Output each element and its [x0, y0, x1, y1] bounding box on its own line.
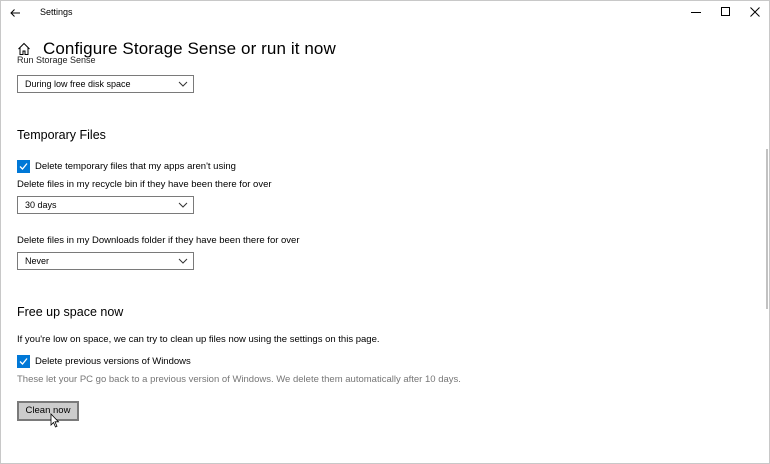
delete-previous-windows-checkbox[interactable]: [17, 355, 30, 368]
delete-temp-files-checkbox[interactable]: [17, 160, 30, 173]
chevron-down-icon: [178, 79, 188, 89]
delete-previous-windows-label: Delete previous versions of Windows: [35, 355, 191, 367]
minimize-button[interactable]: [681, 1, 711, 23]
close-icon: [750, 7, 760, 17]
mouse-cursor-icon: [50, 413, 60, 428]
delete-previous-windows-note: These let your PC go back to a previous version of Windows. We delete them automatically after 10 days.: [17, 374, 461, 385]
recycle-bin-dropdown[interactable]: [17, 196, 194, 214]
page-title: Configure Storage Sense or run it now: [43, 39, 336, 58]
maximize-button[interactable]: [711, 1, 741, 23]
checkmark-icon: [19, 357, 28, 366]
run-storage-sense-dropdown[interactable]: [17, 75, 194, 93]
run-storage-sense-label: Run Storage Sense: [17, 55, 96, 65]
run-storage-sense-value: During low free disk space: [25, 79, 131, 89]
title-bar: [1, 1, 769, 25]
app-title: Settings: [40, 7, 73, 17]
maximize-icon: [721, 7, 731, 17]
free-up-space-heading: Free up space now: [17, 305, 124, 319]
home-button[interactable]: [17, 42, 31, 56]
home-icon: [17, 42, 31, 56]
downloads-label: Delete files in my Downloads folder if they have been there for over: [17, 235, 300, 246]
temporary-files-heading: Temporary Files: [17, 128, 106, 142]
downloads-value: Never: [25, 256, 50, 266]
chevron-down-icon: [178, 256, 188, 266]
settings-content: [1, 55, 761, 463]
delete-previous-windows-option[interactable]: [17, 354, 191, 368]
delete-temp-files-option[interactable]: [17, 159, 236, 173]
checkmark-icon: [19, 162, 28, 171]
downloads-dropdown[interactable]: [17, 252, 194, 270]
chevron-down-icon: [178, 200, 188, 210]
close-button[interactable]: [740, 1, 770, 23]
clean-now-button[interactable]: Clean now: [17, 401, 79, 421]
free-up-space-description: If you're low on space, we can try to clean up files now using the settings on this page.: [17, 334, 380, 345]
delete-temp-files-label: Delete temporary files that my apps aren't using: [35, 160, 236, 172]
minimize-icon: [691, 7, 701, 17]
back-arrow-icon: [9, 7, 21, 19]
vertical-scrollbar[interactable]: [766, 149, 768, 309]
recycle-bin-value: 30 days: [25, 200, 57, 210]
recycle-bin-label: Delete files in my recycle bin if they have been there for over: [17, 179, 272, 190]
back-button[interactable]: [5, 3, 25, 23]
